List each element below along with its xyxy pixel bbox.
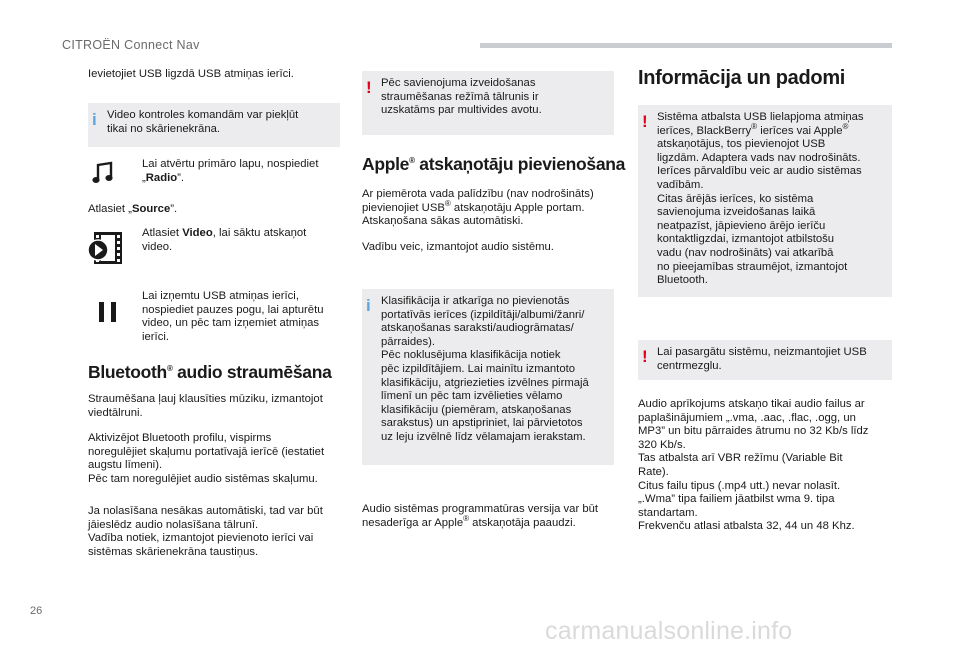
- music-note-icon: [91, 161, 117, 190]
- exclamation-icon: !: [366, 78, 372, 97]
- info-mark-icon: i: [92, 110, 97, 129]
- exclamation-icon: !: [642, 347, 648, 366]
- bluetooth-heading: Bluetooth® audio straumēšana: [88, 362, 332, 382]
- page-number: 26: [30, 605, 43, 617]
- apple-paragraph-2: Vadību veic, izmantojot audio sistēmu.: [362, 241, 554, 253]
- apple-paragraph-1: Ar piemērota vada palīdzību (nav nodrošināts) pievienojiet USB® atskaņotāju Apple portam. Atskaņošana sākas automātiski.: [362, 188, 594, 228]
- info-box-video-controls: [88, 103, 340, 147]
- info-mark-icon: i: [366, 296, 371, 315]
- info-line: tikai no skārienekrāna.: [107, 122, 221, 135]
- page-header-title: CITROËN Connect Nav: [62, 38, 200, 52]
- warning-box-streaming: ! Pēc savienojuma izveidošanas straumēšanas režīmā tālrunis ir uzskatāms par multivides avotu.: [362, 71, 614, 135]
- usb-intro: Ievietojiet USB ligzdā USB atmiņas ierīci.: [88, 68, 294, 80]
- bt-paragraph-3: Ja nolasīšana nesākas automātiski, tad var būt jāieslēdz audio nolasīšana tālrunī. Vadība notiek, izmantojot pievienoto ierīci vai sistēmas skārienekrāna taustiņus.: [88, 505, 323, 558]
- film-play-icon: [86, 228, 130, 273]
- info-tips-heading: Informācija un padomi: [638, 67, 846, 89]
- pause-icon: [98, 301, 118, 328]
- apple-heading: Apple® atskaņotāju pievienošana: [362, 154, 626, 174]
- audio-formats-paragraph: Audio aprīkojums atskaņo tikai audio failus ar paplašinājumiem „.vma, .aac, .flac, .ogg, un MP3” un bitu pārraides ātrumu no 32 Kb/s līdz 320 Kb/s. Tas atbalsta arī VBR režīmu (Variable Bit Rate). Citus failu tipus (.mp4 utt.) nevar nolasīt. „.Wma” tipa failiem jāatbilst wma 9. tipa standartam. Frekvenču atlasi atbalsta 32, 44 un 48 Khz.: [638, 398, 869, 533]
- bt-paragraph-2: Aktivizējot Bluetooth profilu, vispirms noregulējiet skaļumu portatīvajā ierīcē (iestatiet augstu līmeni). Pēc tam noregulējiet audio sistēmas skaļumu.: [88, 432, 325, 485]
- info-line: Video kontroles komandām var piekļūt: [107, 109, 299, 121]
- eject-step: Lai izņemtu USB atmiņas ierīci, nospiediet pauzes pogu, lai apturētu video, un pēc tam izņemiet atmiņas ierīci.: [142, 290, 324, 343]
- video-step: Atlasiet Video, lai sāktu atskaņot video.: [142, 227, 307, 253]
- firmware-note: Audio sistēmas programmatūras versija var būt nesaderīga ar Apple® atskaņotāja paaudzi.: [362, 503, 599, 529]
- warning-box-usb-support: ! Sistēma atbalsta USB lielapjoma atmiņas ierīces, BlackBerry® ierīces vai Apple® atskaņotājus, tos pievienojot USB ligzdām. Adaptera vads nav nodrošināts. Ierīces pārvaldību veic ar audio sistēmas vadībām. Citas ārējās ierīces, ko sistēma savienojuma izveidošanas laikā neatpazīst, jāpievieno ārējo ierīču kontaktligzdai, izmantojot atbilstošu vadu (nav nodrošināts) vai atkarībā no pieejamības straumējot, izmantojot Bluetooth.: [638, 105, 892, 297]
- watermark: carmanualsonline.info: [545, 617, 793, 645]
- radio-step: Lai atvērtu primāro lapu, nospiediet „Radio”.: [142, 158, 319, 184]
- info-box-classification: i Klasifikācija ir atkarīga no pievienotās portatīvās ierīces (izpildītāji/albumi/žanri/ atskaņošanas saraksti/audiogrāmatas/ pārraides). Pēc noklusējuma klasifikācija notiek pēc izpildītājiem. Lai mainītu izmantoto klasifikāciju, atgriezieties izvēlnes pirmajā līmenī un pēc tam izvēlieties vēlamo klasifikāciju (piemēram, atskaņošanas sarakstus) un apstipriniet, lai pārvietotos uz leju izvēlnē līdz vēlamajam ierakstam.: [362, 289, 614, 465]
- bt-paragraph-1: Straumēšana ļauj klausīties mūziku, izmantojot viedtālruni.: [88, 393, 323, 419]
- warning-box-usb-hub: ! Lai pasargātu sistēmu, neizmantojiet USB centrmezglu.: [638, 340, 892, 380]
- header-rule: [480, 43, 892, 48]
- source-line: Atlasiet „Source”.: [88, 203, 178, 215]
- exclamation-icon: !: [642, 112, 648, 131]
